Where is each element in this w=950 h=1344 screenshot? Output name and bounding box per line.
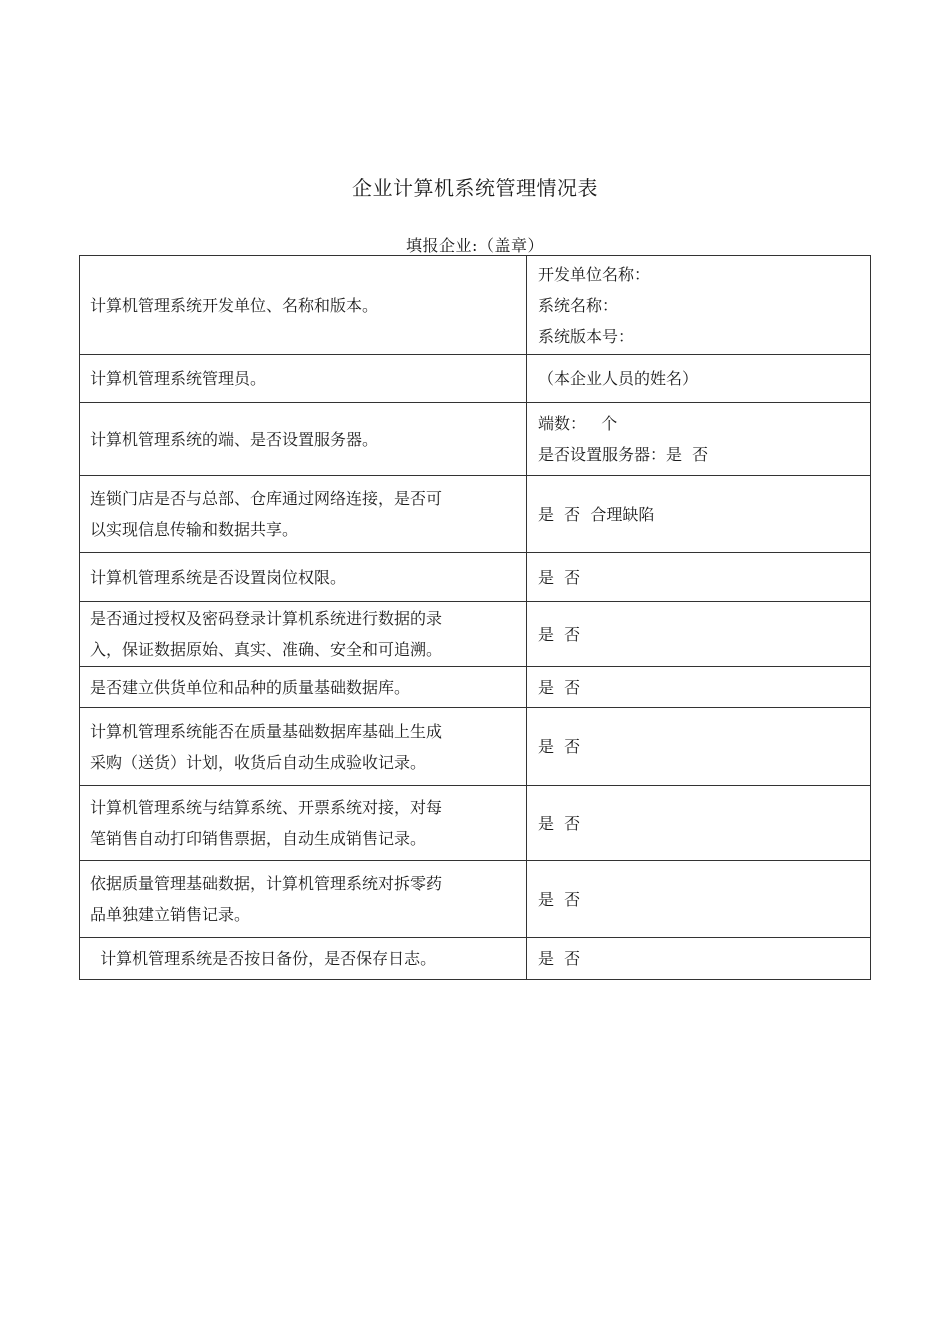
answer-cell[interactable] [527,553,871,602]
question-text: 计算机管理系统与结算系统、开票系统对接，对每 [90,798,443,817]
question-text: 品单独建立销售记录。 [90,905,251,924]
question-text: 计算机管理系统的端、是否设置服务器。 [90,429,379,449]
question-text: 是否通过授权及密码登录计算机系统进行数据的录 [90,609,443,628]
question-cell [80,786,527,861]
question-cell [80,602,527,667]
answer-cell[interactable] [527,355,871,403]
answer-cell[interactable] [527,256,871,355]
table-row [80,786,871,861]
answer-text: 端数： 个 [538,414,618,433]
question-cell [80,403,527,476]
table-row [80,553,871,602]
question-cell [80,667,527,708]
table-row [80,403,871,476]
question-text: 连锁门店是否与总部、仓库通过网络连接，是否可 [90,489,443,508]
question-cell [80,355,527,403]
answer-cell[interactable] [527,602,871,667]
table-row [80,861,871,938]
table-row [80,602,871,667]
answer-cell[interactable] [527,708,871,786]
question-text: 依据质量管理基础数据，计算机管理系统对拆零药 [90,874,443,893]
answer-text: 系统版本号： [538,326,635,346]
answer-text: 系统名称： [538,295,619,315]
answer-cell[interactable] [527,667,871,708]
table-row [80,667,871,708]
question-cell [80,476,527,553]
question-cell [80,553,527,602]
question-cell [80,861,527,938]
answer-cell[interactable] [527,861,871,938]
answer-text: 是 否 [538,567,581,587]
answer-text: 是否设置服务器：是 否 [538,445,709,464]
table-body [80,256,871,980]
answer-text: （本企业人员的姓名） [538,369,699,388]
question-cell [80,938,527,980]
question-text: 是否建立供货单位和品种的质量基础数据库。 [90,677,411,697]
system-management-table [79,255,871,980]
table-row [80,476,871,553]
answer-cell[interactable] [527,476,871,553]
table-row [80,708,871,786]
answer-text: 是 否 [538,624,581,644]
answer-cell[interactable] [527,786,871,861]
question-text: 采购（送货）计划，收货后自动生成验收记录。 [90,752,427,772]
answer-text: 是 否 [538,889,581,909]
question-text: 以实现信息传输和数据共享。 [90,520,299,539]
answer-text: 是 否 [538,737,581,756]
question-text: 笔销售自动打印销售票据，自动生成销售记录。 [90,829,427,848]
answer-text: 开发单位名称： [538,264,651,284]
answer-text: 是 否 [538,949,581,968]
question-text: 计算机管理系统能否在质量基础数据库基础上生成 [90,721,443,741]
table-row [80,256,871,355]
question-cell [80,256,527,355]
answer-cell[interactable] [527,938,871,980]
answer-text: 是 否 [538,677,581,697]
question-text: 计算机管理系统开发单位、名称和版本。 [90,295,379,315]
question-text: 计算机管理系统管理员。 [90,369,267,388]
answer-cell[interactable] [527,403,871,476]
table-row [80,355,871,403]
document-title: 企业计算机系统管理情况表 [352,176,598,200]
question-cell [80,708,527,786]
question-text: 计算机管理系统是否设置岗位权限。 [90,567,347,587]
answer-text: 是 否 [538,813,581,833]
question-text: 入，保证数据原始、真实、准确、安全和可追溯。 [90,640,443,659]
filler-enterprise-line: 填报企业:（盖章） [406,236,544,255]
question-text: 计算机管理系统是否按日备份，是否保存日志。 [90,949,437,968]
answer-text: 是 否 合理缺陷 [538,504,655,524]
table-row [80,938,871,980]
